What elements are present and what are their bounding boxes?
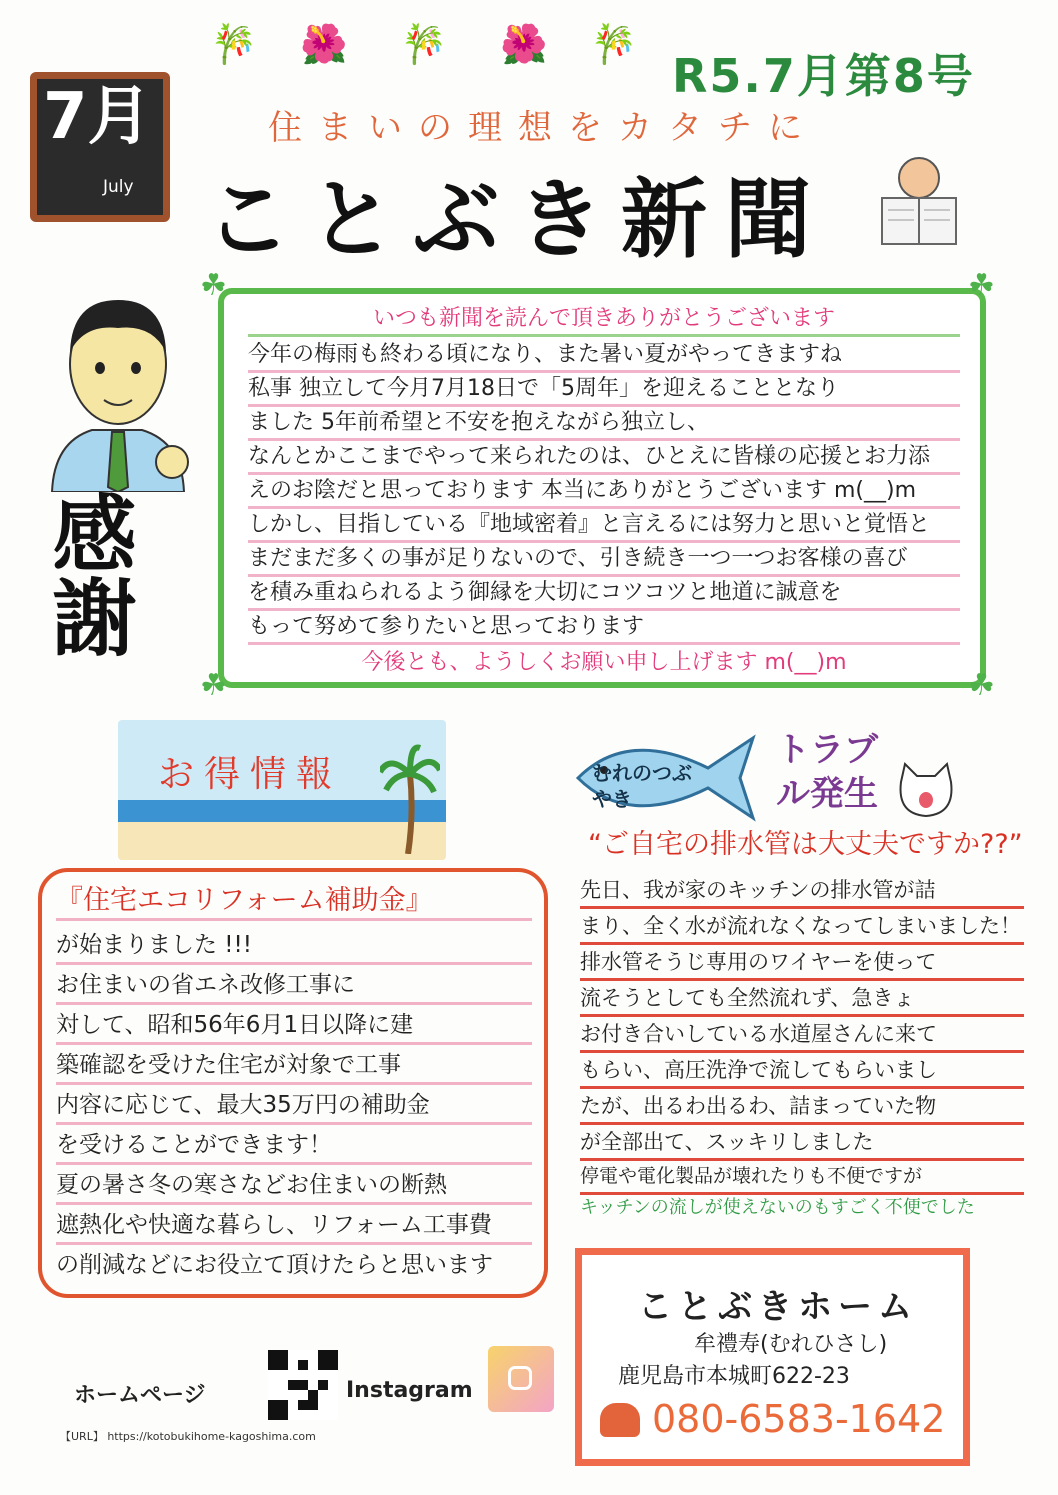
otoku-line: 内容に応じて、最大35万円の補助金 [56,1088,532,1125]
clover-icon: ☘ [200,668,227,703]
clover-icon: ☘ [200,268,227,303]
otoku-box [38,868,548,1298]
owner-name: 牟禮寿(むれひさし) [694,1332,888,1357]
trouble-line: キッチンの流しが使えないのもすごく不便でした [580,1197,975,1218]
homepage-label[interactable]: ホームページ [74,1383,206,1408]
instagram-qr-code-icon[interactable] [488,1346,554,1412]
trouble-line: まり、全く水が流れなくなってしまいました！ [580,910,1024,945]
month-number: 7月 [43,80,152,154]
greeting-line: なんとかここまでやって来られたのは、ひとえに皆様の応援とお力添 [248,442,960,475]
shop-address: 鹿児島市本城町622-23 [618,1364,850,1389]
otoku-banner-title: お得情報 [158,754,343,795]
tanabata-decoration-icon: 🎋 [400,22,448,66]
month-board [30,72,170,222]
otoku-line: お住まいの省エネ改修工事に [56,968,532,1005]
tagline: 住まいの理想をカタチに [268,108,818,148]
morning-glory-icon: 🌺 [300,22,348,66]
greeting-line: しかし、目指している『地域密着』と言えるには努力と思いと覚悟と [248,510,960,543]
fish-label: むれのつぶやき [592,761,692,811]
owner-illustration [32,272,202,492]
tanabata-decoration-icon: 🎋 [590,22,638,66]
homepage-url[interactable]: 【URL】 https://kotobukihome-kagoshima.com [60,1430,316,1443]
phone-number[interactable]: 080-6583-1642 [652,1397,946,1441]
greeting-line: ました 5年前希望と不安を抱えながら独立し、 [248,408,960,441]
otoku-line: の削減などにお役立て頂けたらと思います [56,1252,493,1278]
greeting-line: を積み重ねられるよう御縁を大切にコツコツと地道に誠意を [248,578,960,611]
trouble-line: が全部出て、スッキリしました [580,1126,1024,1161]
greeting-headline: いつも新聞を読んで頂きありがとうございます [248,304,960,337]
otoku-line: が始まりました !!! [56,928,532,965]
greeting-closing: 今後とも、ようしくお願い申し上げます m(__)m [361,650,847,675]
trouble-line: 先日、我が家のキッチンの排水管が詰 [580,874,1024,909]
tanabata-decoration-icon: 🎋 [210,22,258,66]
otoku-line: 夏の暑さ冬の寒さなどお住まいの断熱 [56,1168,532,1205]
shop-name: ことぶきホーム [638,1287,918,1327]
otoku-line: 築確認を受けた住宅が対象で工事 [56,1048,532,1085]
trouble-line: もらい、高圧洗浄で流してもらいまし [580,1054,1024,1089]
trouble-line: 流そうとしても全然流れず、急きょ [580,982,1024,1017]
greeting-line: えのお陰だと思っております 本当にありがとうございます m(__)m [248,476,960,509]
otoku-line: を受けることができます！ [56,1128,532,1165]
palm-tree-icon [380,744,440,854]
telephone-icon [600,1403,640,1437]
thanks-side-label: 感謝 [39,490,137,658]
newsletter-title: ことぶき新聞 [205,170,829,270]
otoku-banner [118,720,446,860]
greeting-line: 私事 独立して今月7月18日で「5周年」を迎えることとなり [248,374,960,407]
issue-number: R5.7月第8号 [672,49,975,103]
greeting-line: もって努めて参りたいと思っております [248,612,960,645]
trouble-line: 排水管そうじ専用のワイヤーを使って [580,946,1024,981]
instagram-label[interactable]: Instagram [346,1378,473,1403]
trouble-headline: “ご自宅の排水管は大丈夫ですか??” [588,829,1023,860]
trouble-line: たが、出るわ出るわ、詰まっていた物 [580,1090,1024,1125]
newspaper-reader-icon [874,150,964,250]
otoku-line: 対して、昭和56年6月1日以降に建 [56,1008,532,1045]
contact-box [575,1248,970,1466]
surprised-cat-icon [895,762,957,818]
morning-glory-icon: 🌺 [500,22,548,66]
otoku-title: 『住宅エコリフォーム補助金』 [56,884,532,921]
greeting-line: 今年の梅雨も終わる頃になり、また暑い夏がやってきますね [248,340,960,373]
clover-icon: ☘ [968,268,995,303]
trouble-title: トラブル発生 [776,730,878,814]
clover-icon: ☘ [968,668,995,703]
month-name: July [103,177,134,197]
greeting-box [218,288,986,688]
otoku-line: 遮熱化や快適な暮らし、リフォーム工事費 [56,1208,532,1245]
homepage-qr-code-icon[interactable] [268,1350,338,1420]
trouble-line: お付き合いしている水道屋さんに来て [580,1018,1024,1053]
greeting-line: まだまだ多くの事が足りないので、引き続き一つ一つお客様の喜び [248,544,960,577]
trouble-line: 停電や電化製品が壊れたりも不便ですが [580,1160,1024,1195]
trouble-story [574,870,1024,1230]
